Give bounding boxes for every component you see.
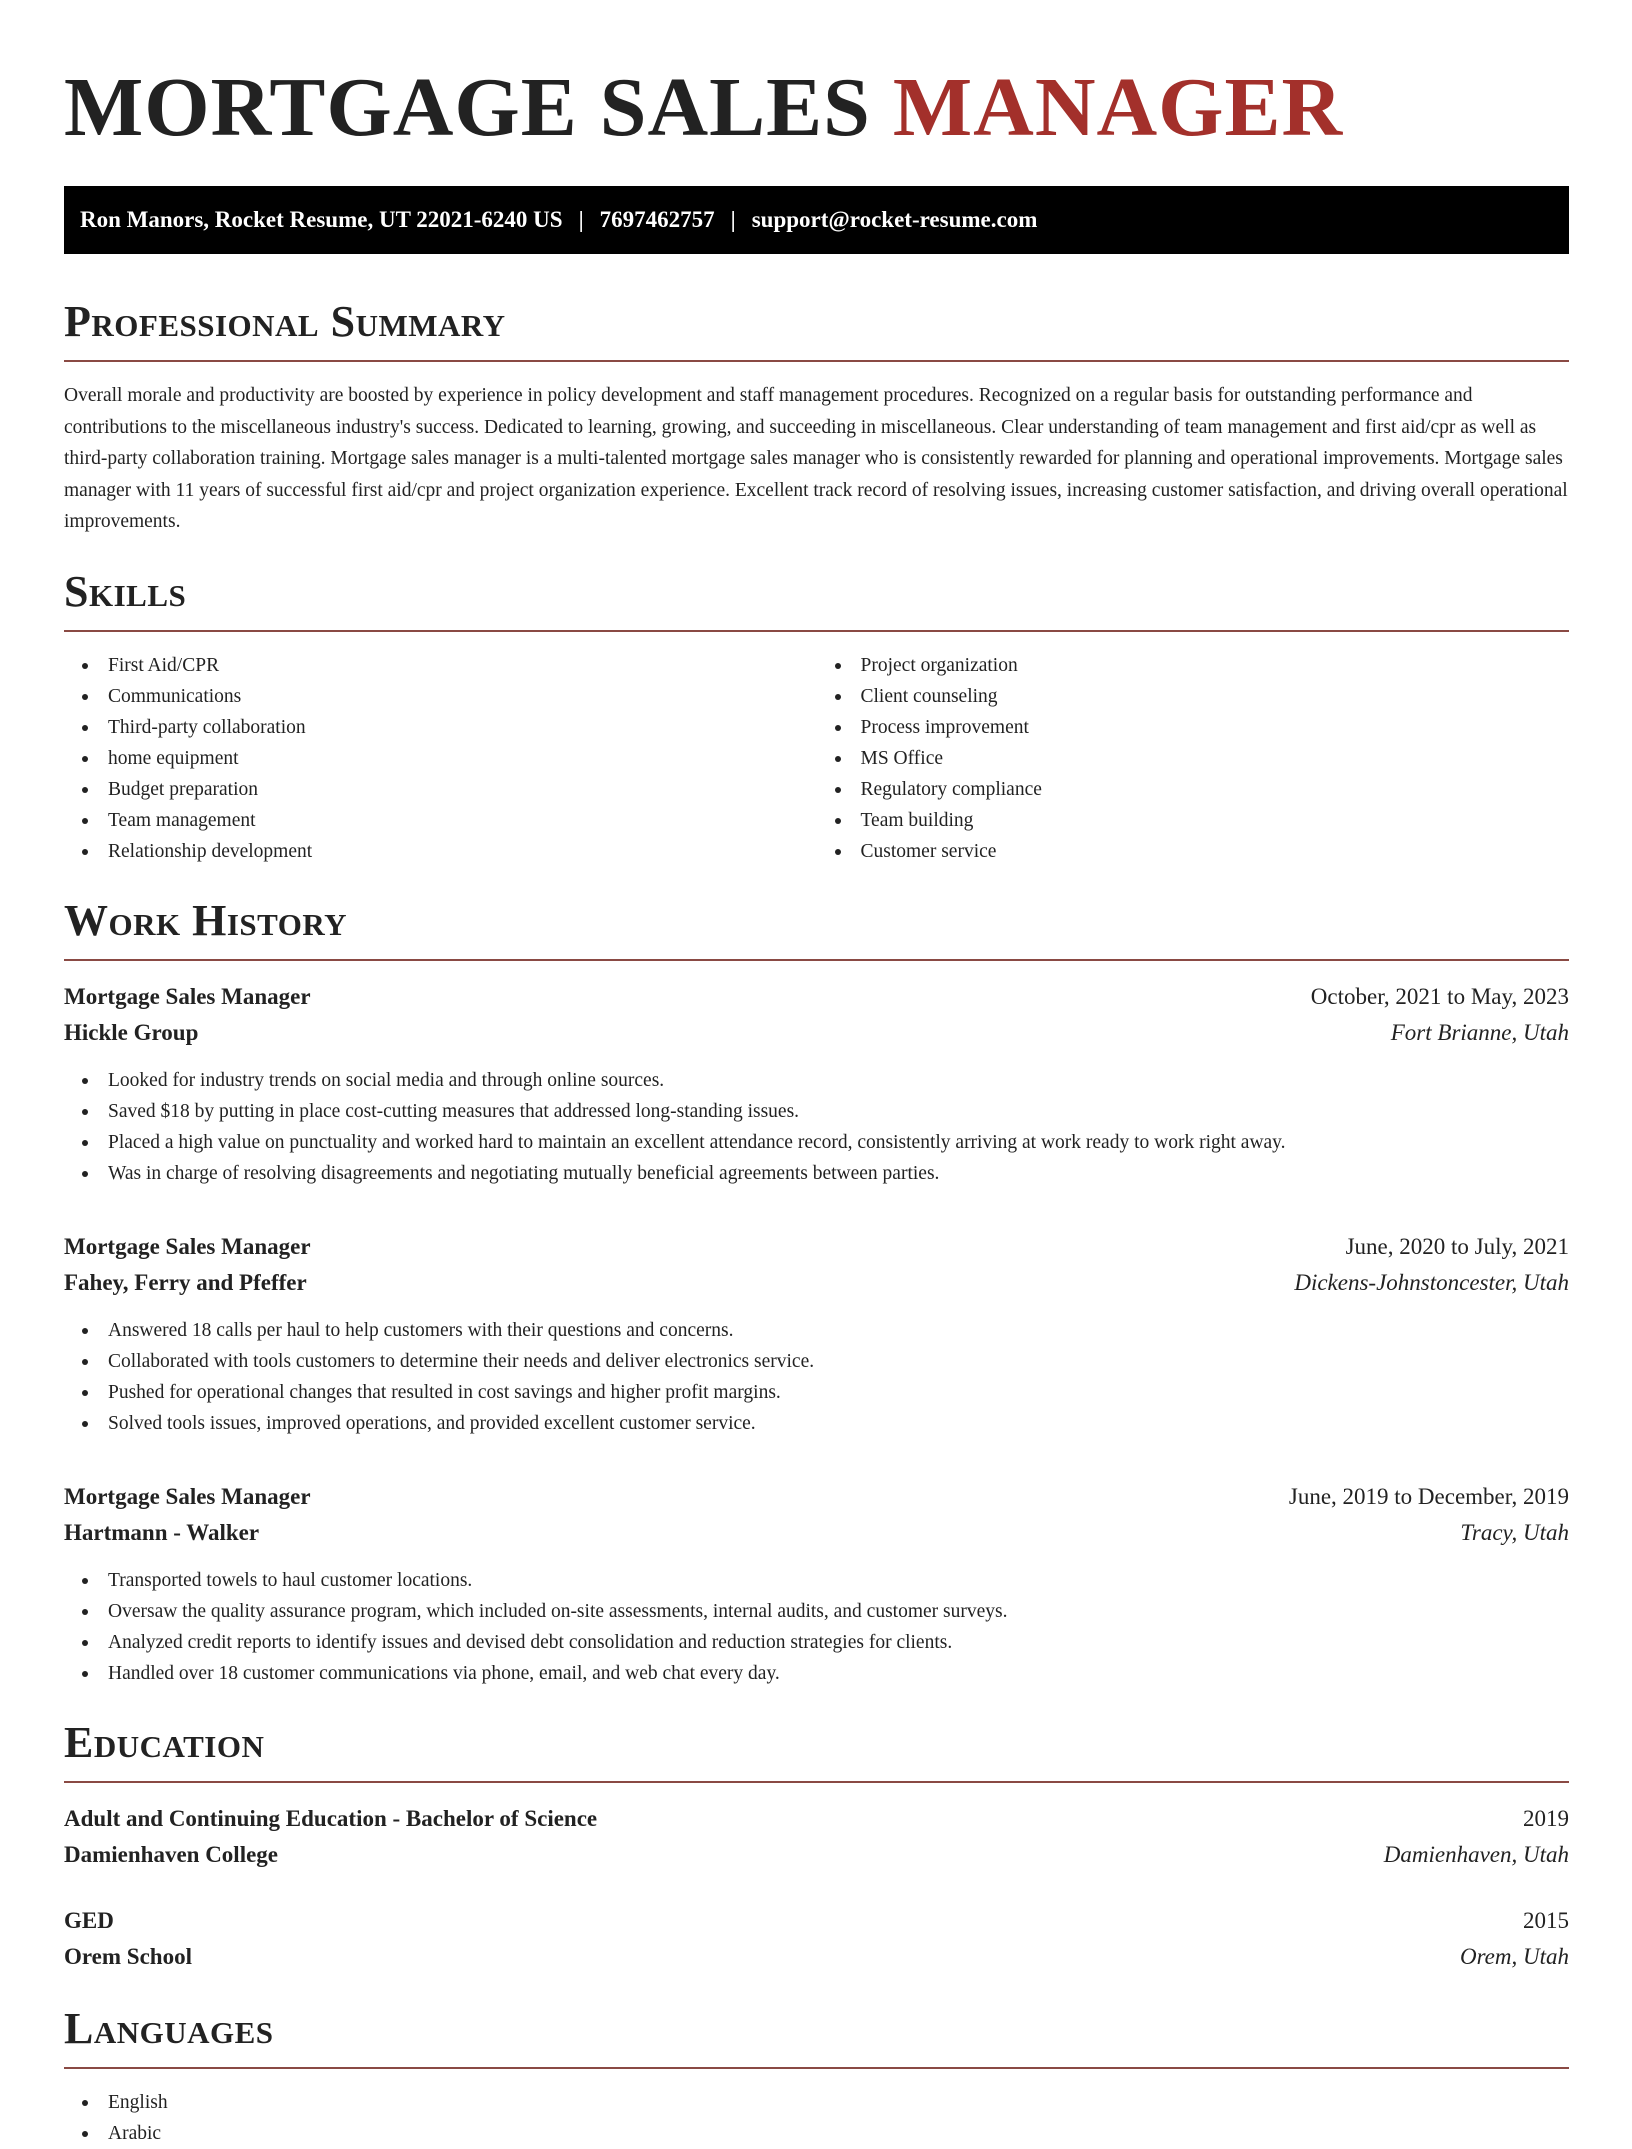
skill-item: Budget preparation: [64, 774, 817, 805]
job-duty-item: Answered 18 calls per haul to help customers with their questions and concerns.: [64, 1315, 1569, 1346]
job-company: Fahey, Ferry and Pfeffer: [64, 1269, 307, 1295]
skill-item: Team building: [817, 805, 1570, 836]
skill-item: Relationship development: [64, 836, 817, 867]
skill-item: Communications: [64, 681, 817, 712]
skill-item: Project organization: [817, 650, 1570, 681]
contact-separator: |: [730, 207, 736, 232]
job-title: Mortgage Sales Manager: [64, 983, 311, 1009]
skill-item: Process improvement: [817, 712, 1570, 743]
job-company: Hickle Group: [64, 1019, 199, 1045]
skill-item: First Aid/CPR: [64, 650, 817, 681]
job-header-row: [64, 1479, 1569, 1515]
skills-list-left: [64, 650, 817, 867]
education-school-row: [64, 1837, 1569, 1873]
job-title: Mortgage Sales Manager: [64, 1483, 311, 1509]
skills-grid: [64, 650, 1569, 867]
summary-section: [64, 297, 1569, 538]
contact-separator: |: [578, 207, 584, 232]
education-school: Damienhaven College: [64, 1841, 279, 1867]
job-duty-item: Handled over 18 customer communications via phone, email, and web chat every day.: [64, 1658, 1569, 1689]
languages-section: [64, 2003, 1569, 2149]
education-year: 2019: [1523, 1805, 1569, 1831]
education-location: Damienhaven, Utah: [1383, 1841, 1569, 1867]
job-duty-item: Placed a high value on punctuality and worked hard to maintain an excellent attendance record, consistently arriving at work ready to work right away.: [64, 1127, 1569, 1158]
job-duty-item: Solved tools issues, improved operations, and provided excellent customer service.: [64, 1408, 1569, 1439]
job-duty-item: Pushed for operational changes that resulted in cost savings and higher profit margins.: [64, 1377, 1569, 1408]
job-company-row: [64, 1265, 1569, 1301]
job-duty-item: Transported towels to haul customer locations.: [64, 1565, 1569, 1596]
languages-heading: Languages: [64, 2007, 1569, 2069]
education-school: Orem School: [64, 1943, 192, 1969]
education-entry: [64, 1903, 1569, 1975]
language-item: Arabic: [64, 2118, 1569, 2149]
languages-list: [64, 2087, 1569, 2149]
contact-phone: 7697462757: [599, 207, 715, 232]
job-duty-item: Saved $18 by putting in place cost-cutting measures that addressed long-standing issues.: [64, 1096, 1569, 1127]
skill-item: Regulatory compliance: [817, 774, 1570, 805]
job-title: Mortgage Sales Manager: [64, 1233, 311, 1259]
job-duty-item: Looked for industry trends on social media and through online sources.: [64, 1065, 1569, 1096]
job-company-row: [64, 1015, 1569, 1051]
education-entry: [64, 1801, 1569, 1873]
summary-heading: Professional Summary: [64, 300, 1569, 362]
skill-item: home equipment: [64, 743, 817, 774]
summary-text: Overall morale and productivity are boosted by experience in policy development and staff management procedures. Recognized on a regular basis for outstanding performance and contributions to the miscellaneous industry's success. Dedicated to learning, growing, and succeeding in miscellaneous. Clear understanding of team management and first aid/cpr as well as third-party collaboration training. Mortgage sales manager is a multi-talented mortgage sales manager who is consistently rewarded for planning and operational improvements. Mortgage sales manager with 11 years of successful first aid/cpr and project organization experience. Excellent track record of resolving issues, increasing customer satisfaction, and driving overall operational improvements.: [64, 385, 1568, 532]
education-degree-row: [64, 1801, 1569, 1837]
work-history-section: [64, 895, 1569, 1689]
job-location: Dickens-Johnstoncester, Utah: [1294, 1269, 1569, 1295]
education-degree: GED: [64, 1907, 114, 1933]
skills-list-right: [817, 650, 1570, 867]
education-location: Orem, Utah: [1459, 1943, 1569, 1969]
job-header-row: [64, 979, 1569, 1015]
job-duties: [64, 1315, 1569, 1439]
job-location: Tracy, Utah: [1460, 1519, 1569, 1545]
education-school-row: [64, 1939, 1569, 1975]
job-entry: [64, 1229, 1569, 1439]
job-duty-item: Collaborated with tools customers to determine their needs and deliver electronics service.: [64, 1346, 1569, 1377]
skill-item: Third-party collaboration: [64, 712, 817, 743]
skill-item: Client counseling: [817, 681, 1570, 712]
job-duty-item: Oversaw the quality assurance program, which included on-site assessments, internal audits, and customer surveys.: [64, 1596, 1569, 1627]
job-dates: October, 2021 to May, 2023: [1310, 983, 1569, 1009]
job-entry: [64, 1479, 1569, 1689]
education-degree-row: [64, 1903, 1569, 1939]
job-duties: [64, 1565, 1569, 1689]
skill-item: Customer service: [817, 836, 1570, 867]
job-dates: June, 2020 to July, 2021: [1345, 1233, 1569, 1259]
contact-address: Ron Manors, Rocket Resume, UT 22021-6240 US: [80, 207, 563, 232]
job-company: Hartmann - Walker: [64, 1519, 260, 1545]
job-entry: [64, 979, 1569, 1189]
skill-item: Team management: [64, 805, 817, 836]
title-accent: MANAGER: [892, 61, 1344, 154]
education-degree: Adult and Continuing Education - Bachelor of Science: [64, 1805, 598, 1831]
education-heading: Education: [64, 1721, 1569, 1783]
page-title: [64, 61, 1569, 154]
job-dates: June, 2019 to December, 2019: [1288, 1483, 1569, 1509]
skills-heading: Skills: [64, 570, 1569, 632]
job-company-row: [64, 1515, 1569, 1551]
language-item: English: [64, 2087, 1569, 2118]
skill-item: MS Office: [817, 743, 1570, 774]
job-duty-item: Analyzed credit reports to identify issues and devised debt consolidation and reduction strategies for clients.: [64, 1627, 1569, 1658]
skills-section: [64, 566, 1569, 867]
title-main: MORTGAGE SALES: [64, 61, 871, 154]
work-history-heading: Work History: [64, 899, 1569, 961]
education-section: [64, 1717, 1569, 1975]
job-header-row: [64, 1229, 1569, 1265]
education-year: 2015: [1523, 1907, 1569, 1933]
contact-bar: [64, 186, 1569, 254]
job-location: Fort Brianne, Utah: [1390, 1019, 1569, 1045]
job-duties: [64, 1065, 1569, 1189]
contact-email[interactable]: support@rocket-resume.com: [751, 207, 1038, 232]
job-duty-item: Was in charge of resolving disagreements and negotiating mutually beneficial agreements between parties.: [64, 1158, 1569, 1189]
